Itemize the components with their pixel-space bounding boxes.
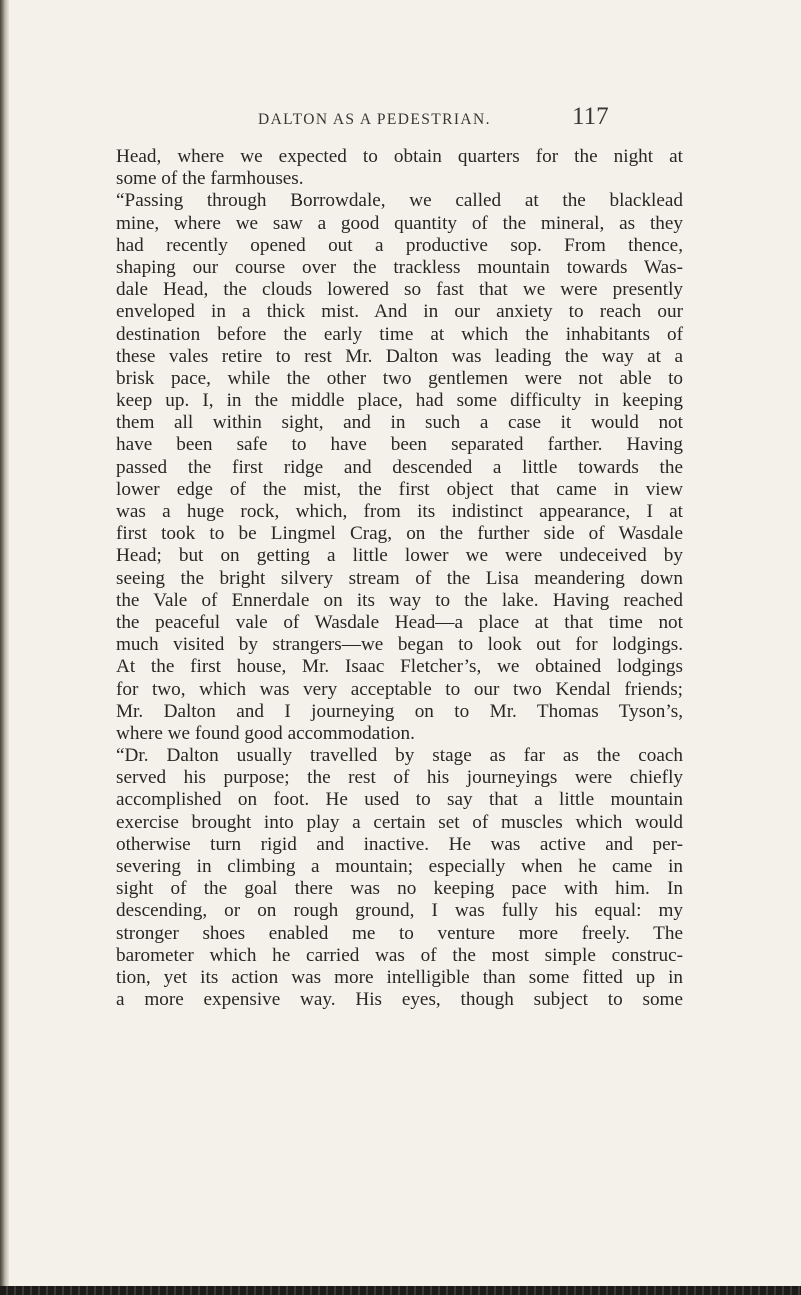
text-line: exercise brought into play a certain set of muscles which would	[116, 811, 683, 833]
text-line: these vales retire to rest Mr. Dalton was leading the way at a	[116, 345, 683, 367]
text-line: first took to be Lingmel Crag, on the further side of Wasdale	[116, 523, 683, 545]
page-binding-edge	[0, 0, 9, 1295]
text-line: shaping our course over the trackless mountain towards Was-	[116, 256, 683, 278]
text-line: Head; but on getting a little lower we were undeceived by	[116, 545, 683, 567]
text-line: destination before the early time at which the inhabitants of	[116, 323, 683, 345]
text-line: a more expensive way. His eyes, though subject to some	[116, 989, 683, 1011]
text-line: tion, yet its action was more intelligible than some fitted up in	[116, 966, 683, 988]
text-line: them all within sight, and in such a case it would not	[116, 412, 683, 434]
page-number: 117	[572, 103, 609, 130]
text-line: where we found good accommodation.	[116, 722, 415, 744]
text-line: otherwise turn rigid and inactive. He was active and per-	[116, 833, 683, 855]
text-line: had recently opened out a productive sop. From thence,	[116, 234, 683, 256]
text-line: the peaceful vale of Wasdale Head—a place at that time not	[116, 611, 683, 633]
page-header	[0, 101, 801, 131]
text-line: some of the farmhouses.	[116, 168, 304, 190]
text-line: stronger shoes enabled me to venture more freely. The	[116, 922, 683, 944]
text-line: “Passing through Borrowdale, we called at the blacklead	[116, 190, 683, 212]
text-line: sight of the goal there was no keeping pace with him. In	[116, 878, 683, 900]
text-line: have been safe to have been separated farther. Having	[116, 434, 683, 456]
text-line: Head, where we expected to obtain quarters for the night at	[116, 146, 683, 167]
text-line: passed the first ridge and descended a little towards the	[116, 456, 683, 478]
text-line: descending, or on rough ground, I was fully his equal: my	[116, 900, 683, 922]
running-head: DALTON AS A PEDESTRIAN.	[258, 111, 491, 128]
text-line: Mr. Dalton and I journeying on to Mr. Thomas Tyson’s,	[116, 700, 683, 722]
text-line: barometer which he carried was of the most simple construc-	[116, 944, 683, 966]
text-line: keep up. I, in the middle place, had some difficulty in keeping	[116, 390, 683, 412]
text-line: dale Head, the clouds lowered so fast that we were presently	[116, 279, 683, 301]
text-line: brisk pace, while the other two gentlemen were not able to	[116, 367, 683, 389]
text-line: mine, where we saw a good quantity of the mineral, as they	[116, 212, 683, 234]
text-line: was a huge rock, which, from its indistinct appearance, I at	[116, 501, 683, 522]
text-line: accomplished on foot. He used to say that a little mountain	[116, 789, 683, 811]
text-line: “Dr. Dalton usually travelled by stage as far as the coach	[116, 745, 683, 767]
text-line: lower edge of the mist, the first object that came in view	[116, 478, 683, 500]
text-line: At the first house, Mr. Isaac Fletcher’s, we obtained lodgings	[116, 656, 683, 678]
text-line: enveloped in a thick mist. And in our anxiety to reach our	[116, 301, 683, 323]
text-line: served his purpose; the rest of his journeyings were chiefly	[116, 767, 683, 789]
text-line: for two, which was very acceptable to our two Kendal friends;	[116, 678, 683, 700]
text-line: seeing the bright silvery stream of the Lisa meandering down	[116, 567, 683, 589]
text-line: the Vale of Ennerdale on its way to the lake. Having reached	[116, 589, 683, 611]
text-line: much visited by strangers—we began to look out for lodgings.	[116, 634, 683, 656]
body-text	[116, 146, 683, 1011]
scan-bottom-edge	[0, 1286, 801, 1295]
text-line: severing in climbing a mountain; especially when he came in	[116, 856, 683, 877]
